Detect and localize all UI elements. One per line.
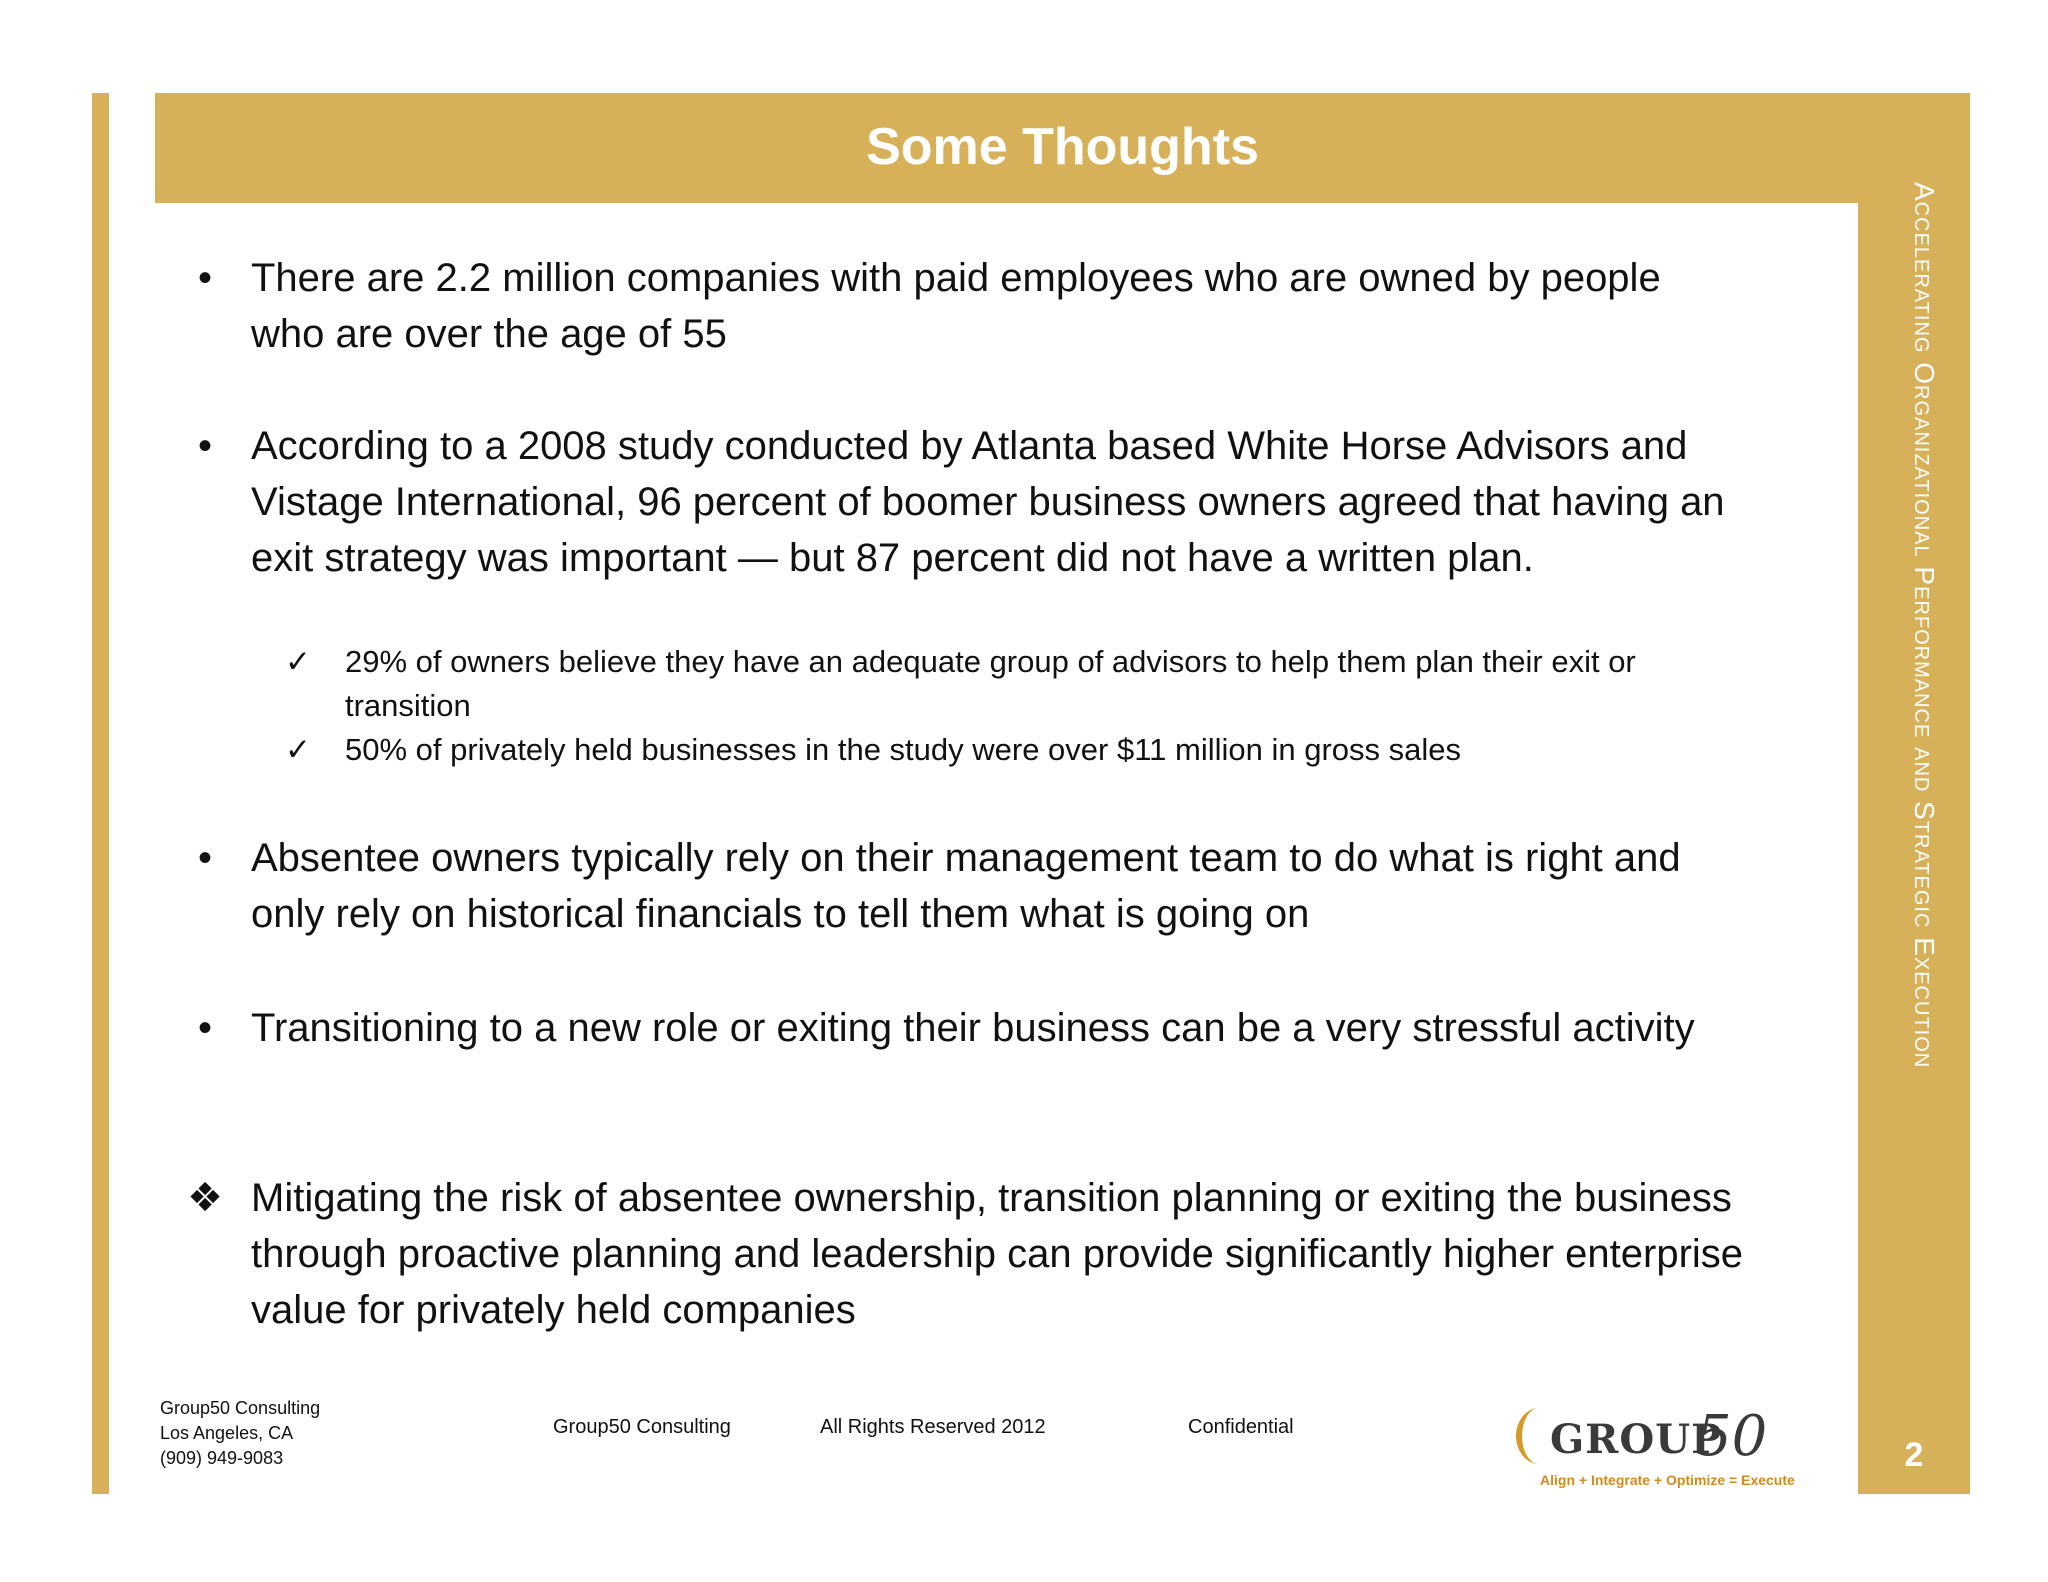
side-tagline: Accelerating Organizational Performance and Strategic Execution xyxy=(1909,182,1940,1069)
bullet-text: Absentee owners typically rely on their management team to do what is right and only rely on historical financials to tell them what is going on xyxy=(251,836,1681,936)
bullet-item xyxy=(185,250,1745,362)
bullet-text: According to a 2008 study conducted by Atlanta based White Horse Advisors and Vistage International, 96 percent of boomer business owners agreed that having an exit strategy was important — but 87 percent did not have a written plan. xyxy=(251,424,1725,580)
logo-word: GROUP xyxy=(1550,1416,1723,1463)
bullet-text: Transitioning to a new role or exiting their business can be a very stressful activity xyxy=(251,1006,1695,1050)
bullet-text: There are 2.2 million companies with paid employees who are owned by people who are over the age of 55 xyxy=(251,256,1661,356)
logo-number: 50 xyxy=(1696,1404,1768,1469)
bullet-marker: • xyxy=(197,836,212,880)
bullet-marker: • xyxy=(197,1006,212,1050)
bullet-marker: • xyxy=(197,256,212,300)
footer-confidential: Confidential xyxy=(1188,1416,1294,1438)
sub-bullet-text: 29% of owners believe they have an adequate group of advisors to help them plan their exit or transition xyxy=(345,644,1636,723)
bullet-item xyxy=(185,1000,1695,1056)
logo-tagline: Align + Integrate + Optimize = Execute xyxy=(1540,1472,1795,1488)
footer-contact xyxy=(160,1396,320,1471)
check-icon: ✓ xyxy=(285,732,311,767)
footer-phone: (909) 949-9083 xyxy=(160,1448,284,1468)
footer-city: Los Angeles, CA xyxy=(160,1423,294,1443)
left-accent-bar xyxy=(92,93,109,1494)
bullet-item xyxy=(185,1170,1745,1338)
sub-bullet-text: 50% of privately held businesses in the study were over $11 million in gross sales xyxy=(345,732,1461,767)
footer-company: Group50 Consulting xyxy=(160,1398,321,1418)
check-icon: ✓ xyxy=(285,644,311,679)
title-banner xyxy=(155,93,1970,203)
footer-rights: All Rights Reserved 2012 xyxy=(820,1416,1046,1438)
bullet-item xyxy=(185,830,1745,942)
bullet-marker: • xyxy=(197,424,212,468)
sub-bullet-item xyxy=(285,640,1765,728)
sub-bullet-item xyxy=(285,728,1765,772)
diamond-bullet-icon: ❖ xyxy=(187,1176,223,1220)
footer-center: Group50 Consulting xyxy=(553,1416,731,1438)
bullet-text: Mitigating the risk of absentee ownership, transition planning or exiting the business through proactive planning and leadership can provide significantly higher enterprise value for privately held companies xyxy=(251,1176,1744,1332)
page-number: 2 xyxy=(1904,1436,1924,1474)
slide-title: Some Thoughts xyxy=(866,118,1259,176)
bullet-item xyxy=(185,418,1745,586)
group50-logo xyxy=(1510,1398,1795,1492)
sub-bullet-list xyxy=(285,640,1765,772)
